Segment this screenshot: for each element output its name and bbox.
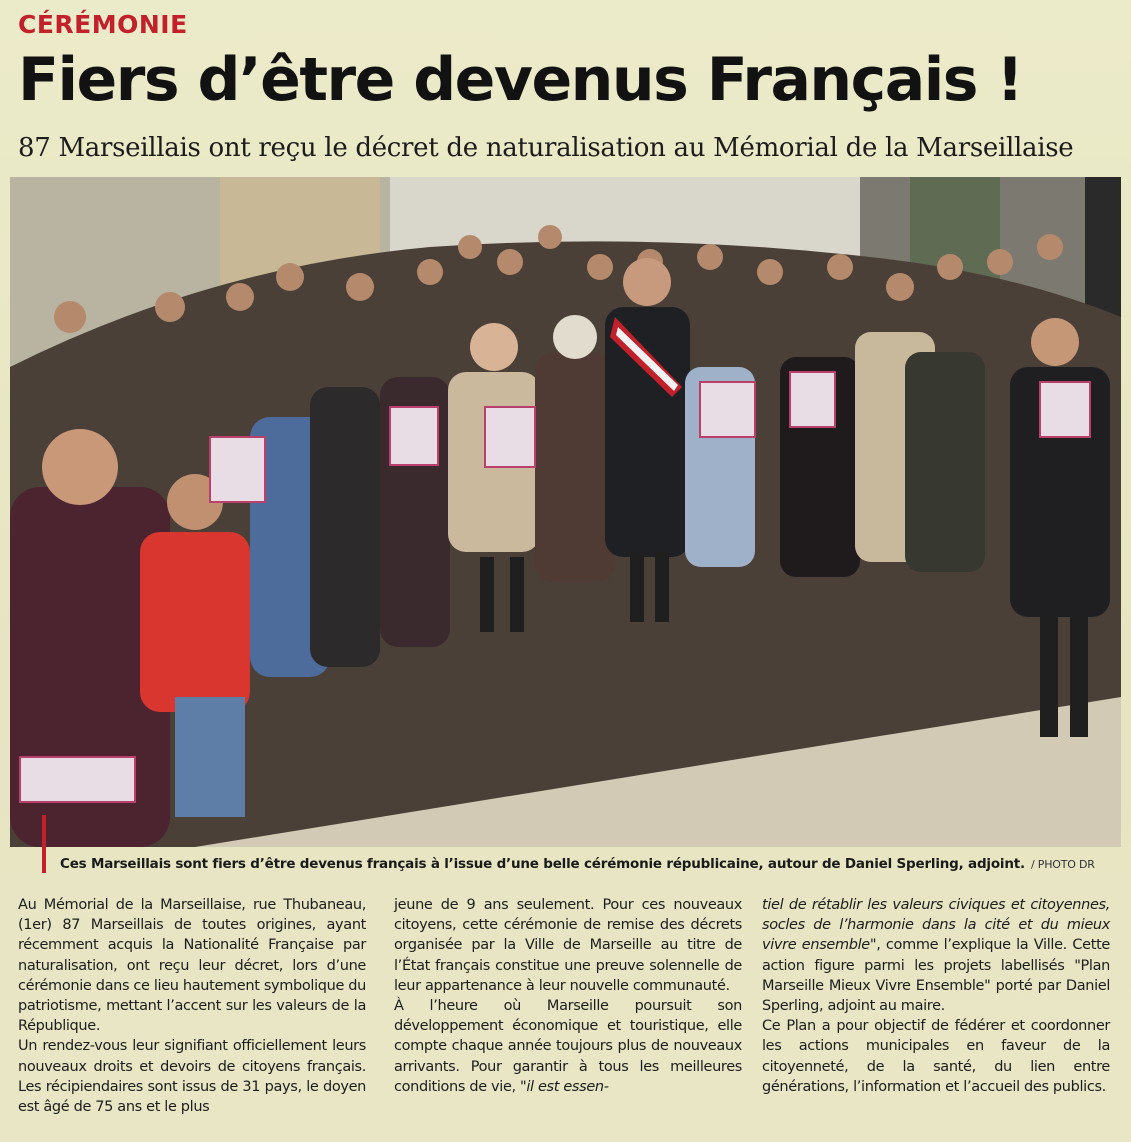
headline: Fiers d’être devenus Français !	[18, 45, 1023, 115]
article-column-2	[394, 895, 742, 1097]
column-3-quote: tiel de rétablir les valeurs civiques et citoyennes, socles de l’harmonie dans la cité et du mieux vivre ensemble	[762, 897, 1110, 954]
article-column-3	[762, 895, 1110, 1097]
article-column-1	[18, 895, 366, 1117]
column-3-paragraph-1	[762, 895, 1110, 1016]
column-2-paragraph-2-text: À l’heure où Marseille poursuit son développement économique et touristique, elle compte chaque année toujours plus de nouveaux arrivants. Pour garantir à tous les meilleures conditions de vie, "	[394, 998, 742, 1095]
caption-accent-bar	[42, 815, 46, 873]
group-photo-illustration	[10, 177, 1121, 847]
column-3-paragraph-2: Ce Plan a pour objectif de fédérer et coordonner les actions municipales en faveur de la citoyenneté, de la santé, du lien entre générations, l’information et l’accueil des publics.	[762, 1018, 1110, 1095]
photo-caption-text: Ces Marseillais sont fiers d’être devenus français à l’issue d’une belle cérémonie républicaine, autour de Daniel Sperling, adjoint.	[60, 856, 1025, 872]
column-2-paragraph-1: jeune de 9 ans seulement. Pour ces nouveaux citoyens, cette cérémonie de remise des décrets organisée par la Ville de Marseille au titre de l’État français constitue une preuve solennelle de leur appartenance à leur nouvelle communauté.	[394, 897, 742, 994]
column-1-paragraph-2: Un rendez-vous leur signifiant officiellement leurs nouveaux droits et devoirs de citoyens français. Les récipiendaires sont issus de 31 pays, le doyen est âgé de 75 ans et le plus	[18, 1038, 366, 1116]
group-photo	[10, 177, 1121, 847]
section-kicker: CÉRÉMONIE	[18, 10, 188, 39]
photo-credit: / PHOTO DR	[1030, 858, 1095, 871]
column-2-paragraph-2	[394, 996, 742, 1097]
photo-caption	[60, 856, 1120, 872]
column-2-quote-start: il est essen-	[526, 1078, 609, 1095]
subheadline: 87 Marseillais ont reçu le décret de naturalisation au Mémorial de la Marseillaise	[18, 133, 1074, 163]
column-1-paragraph-1: Au Mémorial de la Marseillaise, rue Thubaneau, (1er) 87 Marseillais de toutes origines, ayant récemment acquis la Nationalité Française par naturalisation, ont reçu leur décret, lors d’une cérémonie dans ce lieu hautement symbolique du patriotisme, mettant l’accent sur les valeurs de la République.	[18, 897, 366, 1035]
column-3-paragraph-1-text: ", comme l’explique la Ville. Cette action figure parmi les projets labellisés "Plan Marseille Mieux Vivre Ensemble" porté par Daniel Sperling, adjoint au maire.	[762, 937, 1110, 1015]
